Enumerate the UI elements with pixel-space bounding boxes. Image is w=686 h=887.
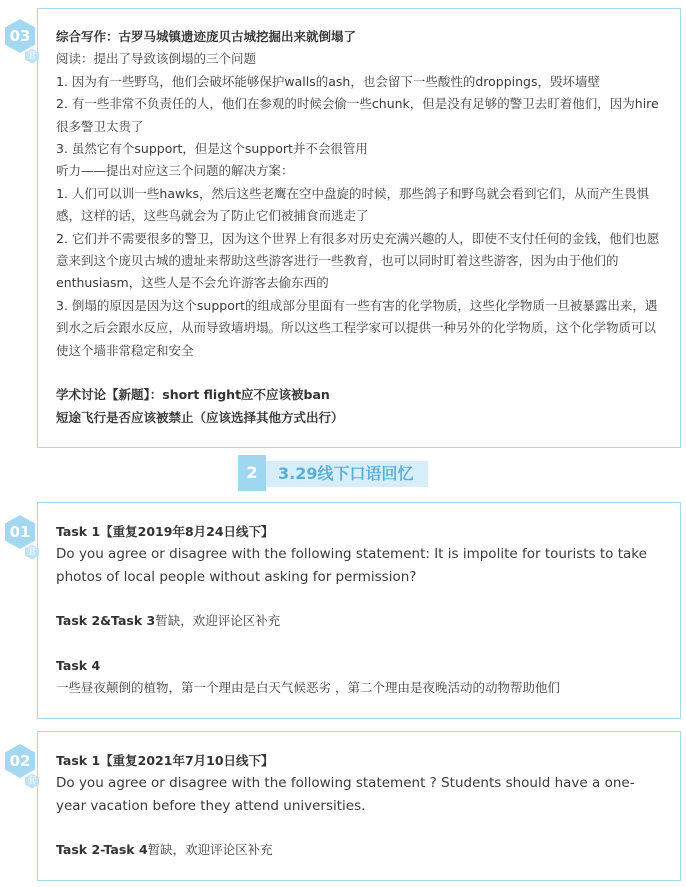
card1-task1-text: Do you agree or disagree with the following statement: It is impolite for tourists to take photos of local people without asking for permission? xyxy=(56,546,647,585)
badge-sub-label: 套 xyxy=(27,776,37,786)
reading-point-3: 3. 虽然它有个support，但是这个support并不会很管用 xyxy=(56,141,368,157)
listening-point-2: 2. 它们并不需要很多的警卫，因为这个世界上有很多对历史充满兴趣的人，即使不支付任何的金钱，他们也愿意来到这个庞贝古城的遗址来帮助这些游客进行一些教育，也可以同时盯着这些游客，因为由于他们的enthusiasm，这些人是不会允许游客去偷东西的 xyxy=(56,230,660,291)
card1-task23-title: Task 2&Task 3 xyxy=(56,613,156,629)
card2-task24-text: 暂缺，欢迎评论区补充 xyxy=(147,842,273,858)
badge-sub-label: 套 xyxy=(27,51,37,61)
discussion-title: 学术讨论【新题】：short flight应不应该被ban xyxy=(56,387,330,403)
badge-sub-label: 套 xyxy=(27,547,37,557)
badge-number: 02 xyxy=(9,752,31,770)
discussion-subtitle: 短途飞行是否应该被禁止（应该选择其他方式出行） xyxy=(56,409,344,425)
badge-02 xyxy=(2,743,42,791)
card-01 xyxy=(37,502,681,719)
card2-task1-text: Do you agree or disagree with the following statement ? Students should have a one-year vacation before they attend universities. xyxy=(56,775,635,814)
card1-task1-title: Task 1【重复2019年8月24日线下】 xyxy=(56,524,274,539)
section-title: 3.29线下口语回忆 xyxy=(278,464,414,483)
reading-point-1: 1. 因为有一些野鸟，他们会破坏能够保护walls的ash，也会留下一些酸性的droppings，毁坏墙壁 xyxy=(56,73,600,89)
section-header xyxy=(238,455,428,491)
listening-point-3: 3. 倒塌的原因是因为这个support的组成部分里面有一些有害的化学物质，这些化学物质一旦被暴露出来，遇到水之后会跟水反应，从而导致墙坍塌。所以这些工程学家可以提供一种另外的化学物质，这个化学物质可以使这个墙非常稳定和安全 xyxy=(56,297,658,358)
card1-task4-title: Task 4 xyxy=(56,657,101,673)
card2-task24-title: Task 2-Task 4 xyxy=(56,842,148,858)
badge-number: 03 xyxy=(9,27,31,45)
writing-title: 综合写作：古罗马城镇遗迹庞贝古城挖掘出来就倒塌了 xyxy=(56,29,357,44)
card1-task4-text: 一些昼夜颠倒的植物，第一个理由是白天气候恶劣 ，第二个理由是夜晚活动的动物帮助他们 xyxy=(56,680,560,696)
reading-point-2: 2. 有一些非常不负责任的人，他们在参观的时候会偷一些chunk，但是没有足够的警卫去盯着他们，因为hire很多警卫太贵了 xyxy=(56,96,659,134)
badge-01 xyxy=(2,514,42,562)
card-02 xyxy=(37,731,681,881)
badge-number: 01 xyxy=(9,523,31,541)
card2-task1-title: Task 1【重复2021年7月10日线下】 xyxy=(56,753,274,768)
section-number: 2 xyxy=(238,455,266,491)
badge-03 xyxy=(2,18,42,66)
card-03 xyxy=(37,8,681,448)
reading-intro: 阅读：提出了导致该倒塌的三个问题 xyxy=(56,51,257,67)
card1-task23-text: 暂缺，欢迎评论区补充 xyxy=(155,613,281,629)
listening-intro: 听力——提出对应这三个问题的解决方案： xyxy=(56,163,294,179)
listening-point-1: 1. 人们可以训一些hawks，然后这些老鹰在空中盘旋的时候，那些鸽子和野鸟就会看到它们，从而产生畏惧感，这样的话，这些鸟就会为了防止它们被捕食而逃走了 xyxy=(56,185,649,224)
